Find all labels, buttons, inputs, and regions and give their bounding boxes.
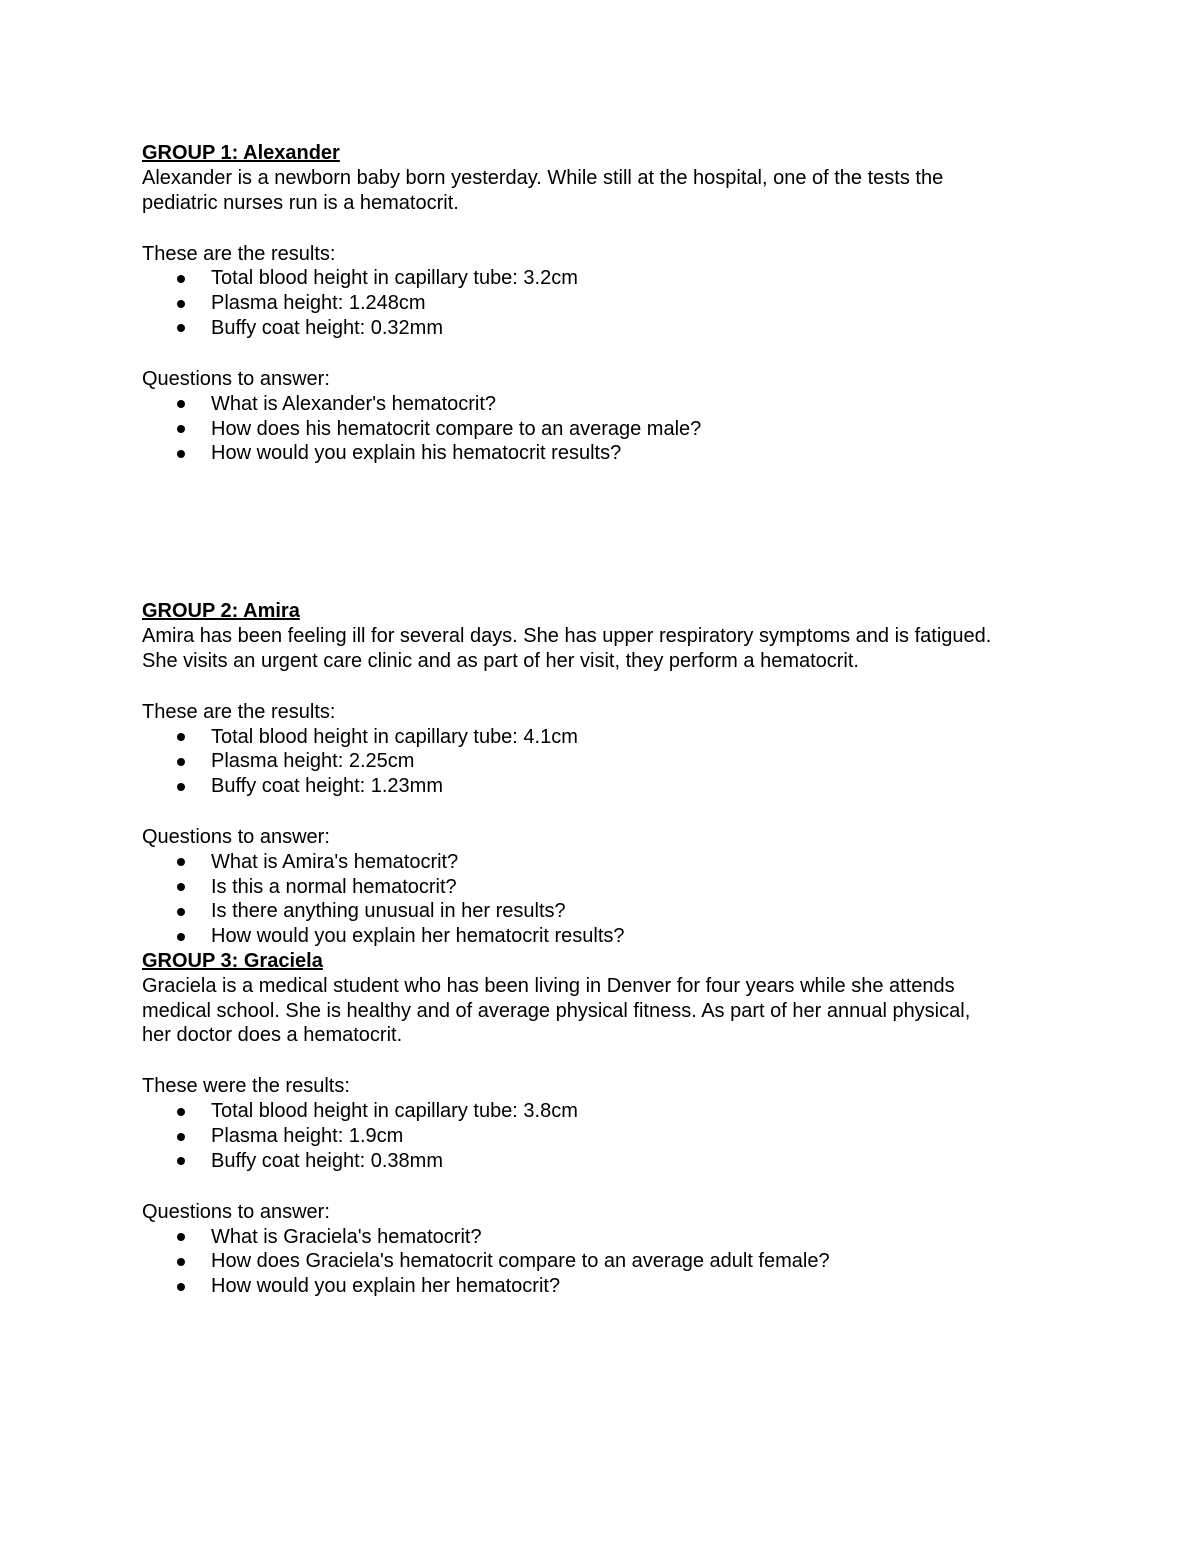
list-item: [142, 441, 1082, 466]
group-2-section: [142, 599, 1082, 949]
list-item: [142, 850, 1082, 875]
group-1-description-line-1: Alexander is a newborn baby born yesterday. While still at the hospital, one of the tests the: [142, 166, 944, 189]
result-text: Plasma height: 1.248cm: [211, 292, 426, 315]
group-2-questions-intro: Questions to answer:: [142, 826, 330, 849]
bullet-icon: [177, 908, 185, 916]
result-text: Total blood height in capillary tube: 4.1cm: [211, 725, 578, 748]
bullet-icon: [177, 324, 185, 332]
group-1-heading: GROUP 1: Alexander: [142, 142, 340, 164]
question-text: How would you explain her hematocrit results?: [211, 925, 625, 948]
question-text: How would you explain his hematocrit results?: [211, 442, 622, 465]
group-2-description-line-1: Amira has been feeling ill for several days. She has upper respiratory symptoms and is fatigued.: [142, 624, 992, 647]
list-item: [142, 1249, 1082, 1274]
bullet-icon: [177, 1283, 185, 1291]
group-3-questions-list: [142, 1225, 1082, 1299]
bullet-icon: [177, 300, 185, 308]
bullet-icon: [177, 883, 185, 891]
group-1-description-line-2: pediatric nurses run is a hematocrit.: [142, 191, 459, 214]
group-1-results-list: [142, 266, 1082, 340]
group-2-questions-list: [142, 850, 1082, 949]
question-text: Is there anything unusual in her results?: [211, 900, 566, 923]
group-3-description-line-3: her doctor does a hematocrit.: [142, 1024, 403, 1047]
list-item: [142, 774, 1082, 799]
bullet-icon: [177, 1133, 185, 1141]
list-item: [142, 725, 1082, 750]
list-item: [142, 1124, 1082, 1149]
group-1-results-intro: These are the results:: [142, 242, 336, 265]
group-1-section: [142, 141, 1082, 466]
list-item: [142, 749, 1082, 774]
bullet-icon: [177, 858, 185, 866]
bullet-icon: [177, 450, 185, 458]
bullet-icon: [177, 1157, 185, 1165]
bullet-icon: [177, 1233, 185, 1241]
question-text: Is this a normal hematocrit?: [211, 875, 457, 898]
result-text: Buffy coat height: 1.23mm: [211, 775, 443, 798]
bullet-icon: [177, 425, 185, 433]
bullet-icon: [177, 1258, 185, 1266]
list-item: [142, 291, 1082, 316]
question-text: How does his hematocrit compare to an average male?: [211, 417, 702, 440]
list-item: [142, 924, 1082, 949]
result-text: Plasma height: 1.9cm: [211, 1125, 404, 1148]
group-3-results-list: [142, 1099, 1082, 1173]
group-3-description-line-1: Graciela is a medical student who has been living in Denver for four years while she attends: [142, 974, 955, 997]
bullet-icon: [177, 783, 185, 791]
group-3-heading: GROUP 3: Graciela: [142, 950, 323, 973]
group-2-results-list: [142, 725, 1082, 799]
list-item: [142, 392, 1082, 417]
group-3-section: [142, 949, 1082, 1299]
list-item: [142, 1274, 1082, 1299]
bullet-icon: [177, 733, 185, 741]
group-2-results-intro: These are the results:: [142, 700, 336, 723]
question-text: How does Graciela's hematocrit compare to an average adult female?: [211, 1250, 830, 1273]
bullet-icon: [177, 758, 185, 766]
question-text: What is Graciela's hematocrit?: [211, 1225, 482, 1248]
list-item: [142, 875, 1082, 900]
question-text: How would you explain her hematocrit?: [211, 1275, 561, 1298]
result-text: Plasma height: 2.25cm: [211, 750, 415, 773]
result-text: Buffy coat height: 0.32mm: [211, 316, 443, 339]
bullet-icon: [177, 933, 185, 941]
list-item: [142, 417, 1082, 442]
result-text: Buffy coat height: 0.38mm: [211, 1149, 443, 1172]
bullet-icon: [177, 1108, 185, 1116]
list-item: [142, 1099, 1082, 1124]
group-2-heading: GROUP 2: Amira: [142, 600, 300, 623]
group-1-questions-list: [142, 392, 1082, 466]
group-1-questions-intro: Questions to answer:: [142, 367, 330, 390]
question-text: What is Alexander's hematocrit?: [211, 392, 497, 415]
group-2-description-line-2: She visits an urgent care clinic and as part of her visit, they perform a hematocrit.: [142, 649, 859, 672]
result-text: Total blood height in capillary tube: 3.8cm: [211, 1100, 578, 1123]
bullet-icon: [177, 400, 185, 408]
question-text: What is Amira's hematocrit?: [211, 850, 459, 873]
result-text: Total blood height in capillary tube: 3.2cm: [211, 267, 578, 290]
list-item: [142, 1149, 1082, 1174]
list-item: [142, 1225, 1082, 1250]
bullet-icon: [177, 275, 185, 283]
list-item: [142, 899, 1082, 924]
list-item: [142, 266, 1082, 291]
group-3-questions-intro: Questions to answer:: [142, 1200, 330, 1223]
document-page: [142, 141, 1082, 1299]
list-item: [142, 316, 1082, 341]
group-3-description-line-2: medical school. She is healthy and of average physical fitness. As part of her annual physical,: [142, 999, 971, 1022]
group-3-results-intro: These were the results:: [142, 1075, 350, 1098]
